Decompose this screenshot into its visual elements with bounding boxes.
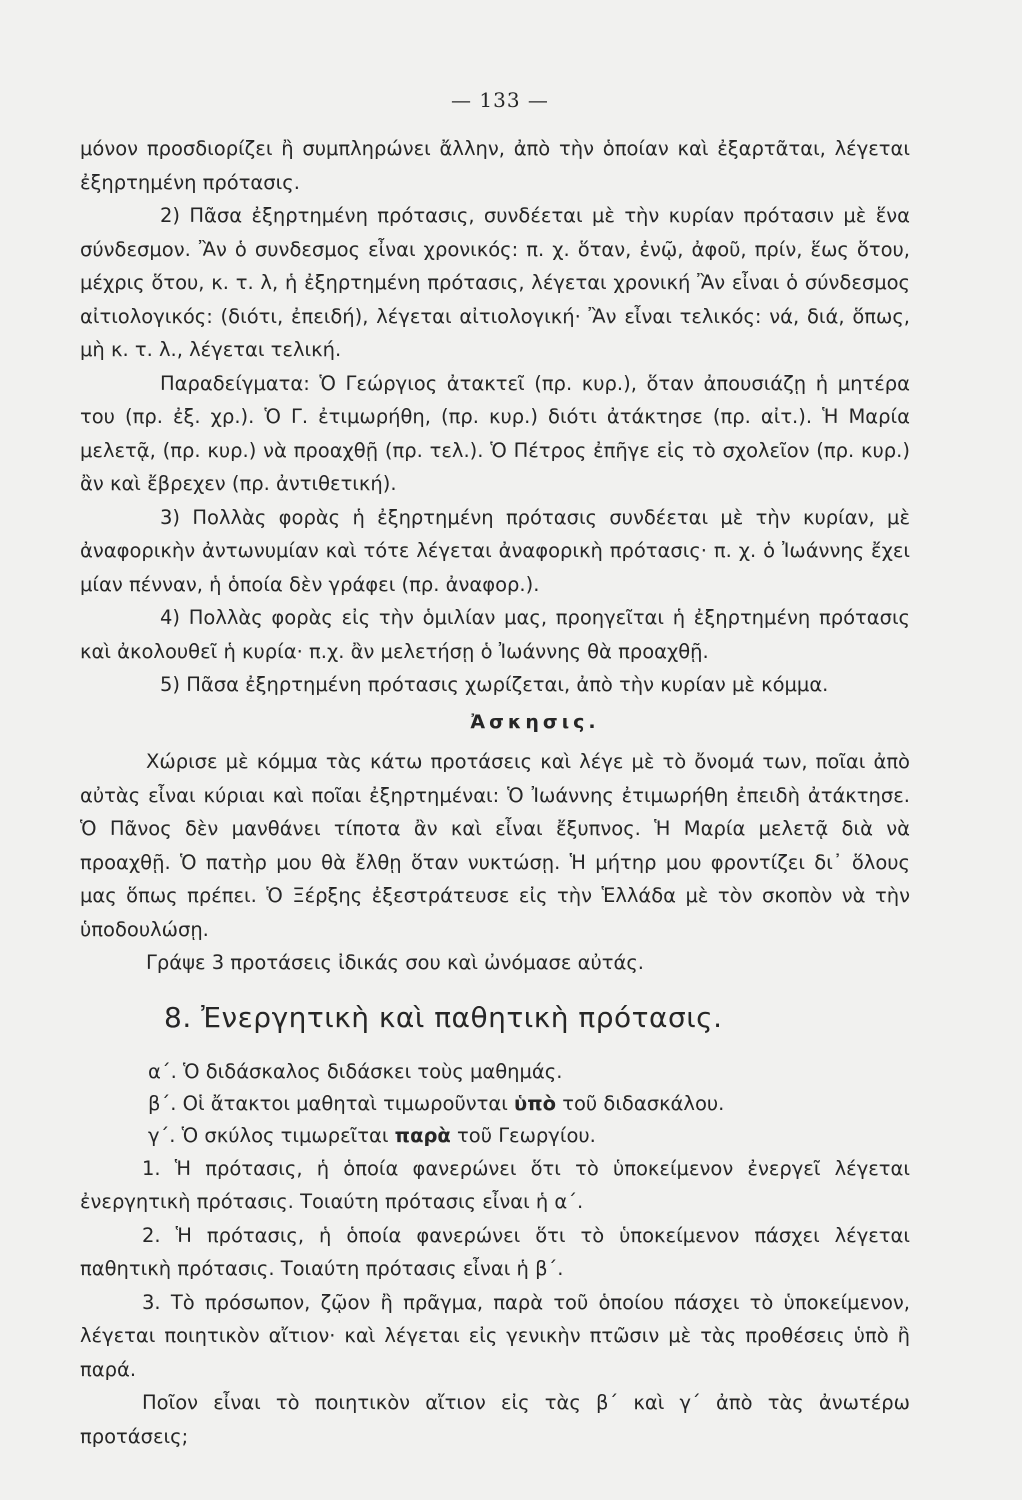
example-alpha — [80, 1056, 910, 1088]
example-text: β΄. Οἱ ἄτακτοι μαθηταὶ τιμωροῦνται — [148, 1091, 515, 1115]
exercise-instructions: Χώρισε μὲ κόμμα τὰς κάτω προτάσεις καὶ λέγε μὲ τὸ ὄνομά των, ποῖαι ἀπὸ αὐτὰς εἶναι κύριαι καὶ ποῖαι ἐξηρτημέναι: Ὁ Ἰωάννης ἐτιμωρήθη ἐπειδὴ ἀτάκτησε. Ὁ Πᾶνος δὲν μανθάνει τίποτα ἂν καὶ εἶναι ἔξυπνος. Ἡ Μαρία μελετᾷ διὰ νὰ προαχθῇ. Ὁ πατὴρ μου θὰ ἔλθῃ ὅταν νυκτώσῃ. Ἡ μήτηρ μου φροντίζει δι᾽ ὅλους μας ὅπως πρέπει. Ὁ Ξέρξης ἐξεστράτευσε εἰς τὴν Ἑλλάδα μὲ τὸν σκοπὸν νὰ τὴν ὑποδουλώσῃ. — [80, 750, 910, 941]
paragraph-dependent-clause-definition: μόνον προσδιορίζει ἢ συμπληρώνει ἄλλην, ἀπὸ τὴν ὁποίαν καὶ ἐξαρτᾶται, λέγεται ἐξηρτημένη πρότασις. — [80, 137, 910, 194]
paragraph-rule-2: 2) Πᾶσα ἐξηρτημένη πρότασις, συνδέεται μὲ τὴν κυρίαν πρότασιν μὲ ἕνα σύνδεσμον. Ἂν ὁ συνδεσμος εἶναι χρονικός: π. χ. ὅταν, ἐνῷ, ἀφοῦ, πρίν, ἕως ὅτου, μέχρις ὅτου, κ. τ. λ, ἡ ἐξηρτημένη πρότασις, λέγεται χρονική Ἂν εἶναι ὁ σύνδεσμος αἰτιολογικός: (διότι, ἐπειδή), λέγεται αἰτιολογική· Ἂν εἶναι τελικός: νά, διά, ὅπως, μὴ κ. τ. λ., λέγεται τελική. — [80, 204, 910, 361]
example-bold-preposition: ὑπὸ — [514, 1091, 557, 1115]
paragraph-rule-3: 3) Πολλὰς φορὰς ἡ ἐξηρτημένη πρότασις συνδέεται μὲ τὴν κυρίαν, μὲ ἀναφορικὴν ἀντωνυμίαν καὶ τότε λέγεται ἀναφορικὴ πρότασις· π. χ. ὁ Ἰωάννης ἔχει μίαν πένναν, ἡ ὁποία δὲν γράφει (πρ. ἀναφορ.). — [80, 505, 910, 596]
example-text: γ΄. Ὁ σκύλος τιμωρεῖται — [148, 1123, 395, 1147]
page-number: — 133 — — [451, 88, 549, 112]
example-beta — [80, 1088, 910, 1120]
paragraph-agent: 3. Τὸ πρόσωπον, ζῷον ἢ πρᾶγμα, παρὰ τοῦ ὁποίου πάσχει τὸ ὑποκείμενον, λέγεται ποιητικὸν αἴτιον· καὶ λέγεται εἰς γενικὴν πτῶσιν μὲ τὰς προθέσεις ὑπὸ ἢ παρά. — [80, 1290, 910, 1381]
paragraph-active-voice: 1. Ἡ πρότασις, ἡ ὁποία φανερώνει ὅτι τὸ ὑποκείμενον ἐνεργεῖ λέγεται ἐνεργητικὴ πρότασις. Τοιαύτη πρότασις εἶναι ἡ α΄. — [80, 1156, 910, 1213]
exercise-title: Ἀσκησις. — [470, 710, 600, 733]
exercise-write-task: Γράψε 3 προτάσεις ἰδικάς σου καὶ ὠνόμασε αὐτάς. — [146, 951, 645, 974]
example-gamma — [80, 1120, 910, 1152]
page-body — [80, 132, 910, 1453]
example-text: τοῦ Γεωργίου. — [450, 1123, 596, 1147]
paragraph-rule-4: 4) Πολλὰς φορὰς εἰς τὴν ὁμιλίαν μας, προηγεῖται ἡ ἐξηρτημένη πρότασις καὶ ἀκολουθεῖ ἡ κυρία· π.χ. ἂν μελετήσῃ ὁ Ἰωάννης θὰ προαχθῇ. — [80, 606, 910, 663]
section-heading: 8. Ἐνεργητικὴ καὶ παθητικὴ πρότασις. — [164, 1000, 723, 1034]
example-text: α΄. Ὁ διδάσκαλος διδάσκει τοὺς μαθημάς. — [148, 1059, 563, 1083]
example-text: τοῦ διδασκάλου. — [556, 1091, 725, 1115]
example-bold-preposition: παρὰ — [394, 1123, 451, 1147]
paragraph-passive-voice: 2. Ἡ πρότασις, ἡ ὁποία φανερώνει ὅτι τὸ ὑποκείμενον πάσχει λέγεται παθητικὴ πρότασις. Τοιαύτη πρότασις εἶναι ἡ β΄. — [80, 1223, 910, 1280]
paragraph-rule-5: 5) Πᾶσα ἐξηρτημένη πρότασις χωρίζεται, ἀπὸ τὴν κυρίαν μὲ κόμμα. — [160, 673, 829, 696]
paragraph-examples: Παραδείγματα: Ὁ Γεώργιος ἀτακτεῖ (πρ. κυρ.), ὅταν ἀπουσιάζῃ ἡ μητέρα του (πρ. ἐξ. χρ.). Ὁ Γ. ἐτιμωρήθη, (πρ. κυρ.) διότι ἀτάκτησε (πρ. αἰτ.). Ἡ Μαρία μελετᾷ, (πρ. κυρ.) νὰ προαχθῇ (πρ. τελ.). Ὁ Πέτρος ἐπῆγε εἰς τὸ σχολεῖον (πρ. κυρ.) ἂν καὶ ἔβρεχεν (πρ. ἀντιθετική). — [80, 371, 910, 495]
paragraph-question: Ποῖον εἶναι τὸ ποιητικὸν αἴτιον εἰς τὰς β΄ καὶ γ΄ ἀπὸ τὰς ἀνωτέρω προτάσεις; — [80, 1391, 910, 1448]
